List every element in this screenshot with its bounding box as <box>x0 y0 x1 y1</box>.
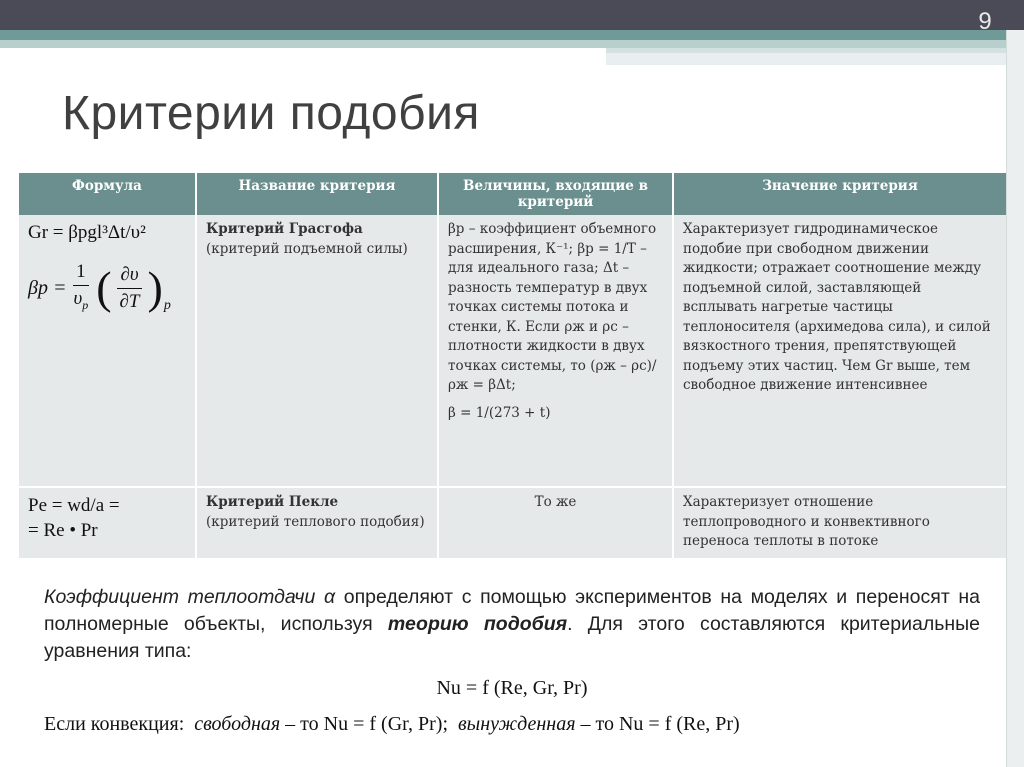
free-convection-eq: – то Nu = f (Gr, Pr); <box>280 713 448 735</box>
beta-ideal-gas: β = 1/(273 + t) <box>448 404 551 421</box>
paragraph-text: определяют с помощью экспериментов на моделях и переносят на полномерные объекты, используя <box>44 586 980 635</box>
body-paragraph <box>44 584 980 665</box>
convection-line <box>44 713 740 736</box>
peclet-formula-line2: = Re • Pr <box>28 520 98 541</box>
top-bar <box>0 0 1024 30</box>
criterion-subtitle: (критерий теплового подобия) <box>206 513 425 530</box>
header-meaning: Значение критерия <box>673 173 1006 215</box>
forced-convection-label: вынужденная <box>458 713 576 735</box>
beta-formula-lhs: βp = <box>28 276 67 299</box>
similarity-theory: теорию подобия <box>387 613 568 635</box>
beta-formula: βp = $\frac{1}{\upsilon_p}$ ( $\frac{\partial\upsilon}{\partial T}$ ) p <box>28 259 186 318</box>
header-formula: Формула <box>19 173 196 215</box>
criterion-subtitle: (критерий подъемной силы) <box>206 240 408 257</box>
table-row <box>19 487 1006 559</box>
derivative: $\frac{\partial\upsilon}{\partial T}$ <box>117 262 143 315</box>
cell-name <box>196 487 438 559</box>
cell-quantities: То же <box>438 487 673 559</box>
alpha-phrase: Коэффициент теплоотдачи α <box>44 586 336 608</box>
criterion-name: Критерий Грасгофа <box>206 221 363 237</box>
peclet-formula-line1: Pe = wd/a = <box>28 495 120 516</box>
decor-stripe <box>0 30 1024 40</box>
criterion-name: Критерий Пекле <box>206 494 339 510</box>
grashof-formula: Gr = βpgl³Δt/υ² <box>28 222 146 243</box>
table-row <box>19 215 1006 487</box>
header-quantities: Величины, входящие в критерий <box>438 173 673 215</box>
header-name: Название критерия <box>196 173 438 215</box>
convection-prefix: Если конвекция: <box>44 713 185 735</box>
criterial-equation: Nu = f (Re, Gr, Pr) <box>436 677 588 699</box>
quantities-text: βр – коэффициент объемного расширения, К⁻¹; βр = 1/Т – для идеального газа; Δt – разность температур в двух точках системы потока и стенки, К. Если ρж и ρс – плотности жидкости в двух точках системы, то (ρж – ρс)/ρж = βΔt; <box>448 221 657 393</box>
cell-name <box>196 215 438 487</box>
decor-stripe <box>0 40 1024 48</box>
table-header-row <box>19 173 1006 215</box>
paragraph-text-end: . Для этого составляются критериальные уравнения типа: <box>44 613 980 662</box>
slide-number: 9 <box>978 8 992 35</box>
cell-formula <box>19 215 196 487</box>
free-convection-label: свободная <box>194 713 281 735</box>
criteria-table <box>19 173 1006 560</box>
forced-convection-eq: – то Nu = f (Re, Pr) <box>575 713 740 735</box>
cell-meaning: Характеризует отношение теплопроводного и конвективного переноса теплоты в потоке <box>673 487 1006 559</box>
fraction: $\frac{1}{\upsilon_p}$ <box>73 261 89 312</box>
decor-stripe <box>606 53 1006 65</box>
right-edge-decor <box>1006 30 1024 767</box>
slide-title: Критерии подобия <box>62 87 480 140</box>
cell-meaning: Характеризует гидродинамическое подобие при свободном движении жидкости; отражает соотношение между подъемной силой, заставляющей всплывать нагретые частицы теплоносителя (архимедова сила), и силой вязкостного трения, препятствующей подъему этих частиц. Чем Gr выше, тем свободное движение интенсивнее <box>673 215 1006 487</box>
cell-quantities <box>438 215 673 487</box>
cell-formula <box>19 487 196 559</box>
